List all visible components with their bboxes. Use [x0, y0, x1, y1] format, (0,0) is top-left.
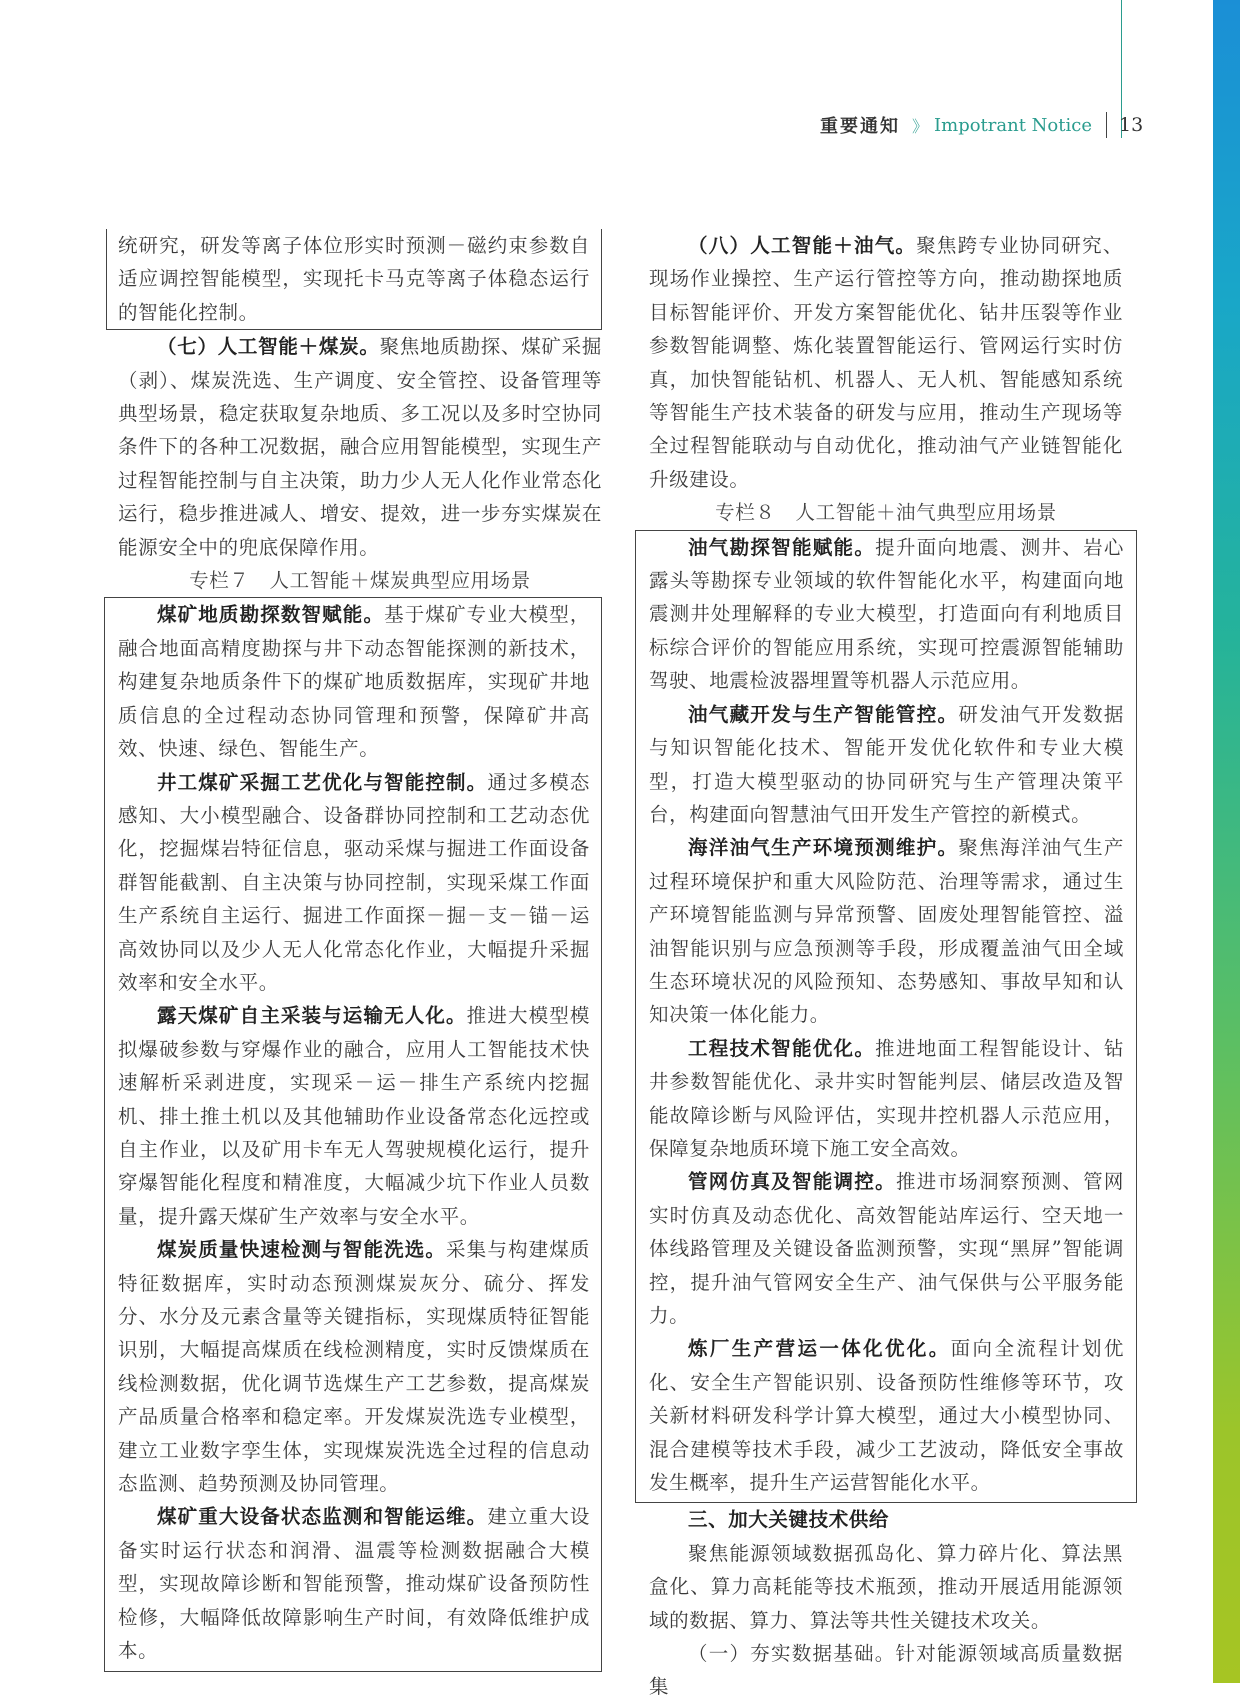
side-gradient-strip: [1213, 0, 1240, 1683]
col7-item-text: 基于煤矿专业大模型，融合地面高精度勘探与井下动态智能探测的新技术，构建复杂地质条件下的煤矿地质数据库，实现矿井地质信息的全过程动态协同管理和预警，保障矿井高效、快速、绿色、智能生产。: [118, 603, 590, 761]
continued-box-text: 统研究，研发等离子体位形实时预测－磁约束参数自适应调控智能模型，实现托卡马克等离子体稳态运行的智能化控制。: [118, 234, 590, 324]
col7-item: [118, 598, 590, 765]
col7-item-heading: 露天煤矿自主采装与运输无人化。: [157, 1004, 467, 1028]
col7-item-heading: 煤炭质量快速检测与智能洗选。: [157, 1238, 447, 1262]
col7-item-text: 推进大模型模拟爆破参数与穿爆作业的融合，应用人工智能技术快速解析采剥进度，实现采－运－排生产系统内挖掘机、排土推土机以及其他辅助作业设备常态化远控或自主作业，以及矿用卡车无人驾驶规模化运行，提升穿爆智能化程度和精准度，大幅减少坑下作业人员数量，提升露天煤矿生产效率与安全水平。: [118, 1004, 590, 1228]
chevron-icon: 》: [912, 116, 929, 136]
col8-item: [649, 831, 1124, 1031]
section-3-heading: [649, 1503, 1123, 1536]
section-3-paragraph: 聚焦能源领域数据孤岛化、算力碎片化、算法黑盒化、算力高耗能等技术瓶颈，推动开展适用能源领域的数据、算力、算法等共性关键技术攻关。: [649, 1541, 1123, 1632]
col8-item: [649, 531, 1124, 698]
col7-item-heading: 煤矿重大设备状态监测和智能运维。: [157, 1505, 488, 1529]
col8-item: [649, 1032, 1124, 1166]
section-7-paragraph: [118, 330, 602, 564]
col7-item: [118, 999, 590, 1233]
page-header: [820, 110, 1150, 140]
section-3-1-paragraph: （一）夯实数据基础。针对能源领域高质量数据集: [649, 1642, 1123, 1699]
left-column: [118, 229, 602, 1672]
column-8-title: 专栏８ 人工智能＋油气典型应用场景: [715, 501, 1057, 525]
col8-item: [649, 1165, 1124, 1332]
column-7-title: 专栏７ 人工智能＋煤炭典型应用场景: [189, 569, 531, 593]
section-8-heading: （八）人工智能＋油气。: [688, 234, 917, 257]
col8-item-heading: 管网仿真及智能调控。: [688, 1170, 896, 1194]
col8-item: [649, 698, 1124, 832]
col8-item-text: 提升面向地震、测井、岩心露头等勘探专业领域的软件智能化水平，构建面向地震测井处理解释的专业大模型，打造面向有利地质目标综合评价的智能应用系统，实现可控震源智能辅助驾驶、地震检波器埋置等机器人示范应用。: [649, 535, 1124, 693]
col7-item-text: 采集与构建煤质特征数据库，实时动态预测煤炭灰分、硫分、挥发分、水分及元素含量等关键指标，实现煤质特征智能识别，大幅提高煤质在线检测精度，实时反馈煤质在线检测数据，优化调节选煤生产工艺参数，提高煤炭产品质量合格率和稳定率。开发煤炭洗选专业模型，建立工业数字孪生体，实现煤炭洗选全过程的信息动态监测、趋势预测及协同管理。: [118, 1238, 590, 1496]
col8-item-heading: 工程技术智能优化。: [688, 1036, 876, 1060]
header-divider: [1106, 112, 1107, 138]
col8-item-text: 面向全流程计划优化、安全生产智能识别、设备预防性维修等环节，攻关新材料研发科学计算大模型，通过大小模型协同、混合建模等技术手段，减少工艺波动，降低安全事故发生概率，提升生产运营智能化水平。: [649, 1337, 1124, 1495]
col8-item-heading: 海洋油气生产环境预测维护。: [688, 836, 959, 860]
col8-item-heading: 油气勘探智能赋能。: [688, 535, 876, 559]
section-8-paragraph: [649, 229, 1123, 496]
col8-item-heading: 油气藏开发与生产智能管控。: [688, 702, 959, 726]
section-8-text: 聚焦跨专业协同研究、现场作业操控、生产运行管控等方向，推动勘探地质目标智能评价、开发方案智能优化、钻井压裂等作业参数智能调整、炼化装置智能运行、管网运行实时仿真，加快智能钻机、机器人、无人机、智能感知系统等智能生产技术装备的研发与应用，推动生产现场等全过程智能联动与自动优化，推动油气产业链智能化升级建设。: [649, 234, 1123, 491]
col8-item-text: 聚焦海洋油气生产过程环境保护和重大风险防范、治理等需求，通过生产环境智能监测与异常预警、固废处理智能管控、溢油智能识别与应急预测等手段，形成覆盖油气田全域生态环境状况的风险预知、态势感知、事故早知和认知决策一体化能力。: [649, 836, 1124, 1027]
col7-item-text: 建立重大设备实时运行状态和润滑、温震等检测数据融合大模型，实现故障诊断和智能预警，推动煤矿设备预防性检修，大幅降低故障影响生产时间，有效降低维护成本。: [118, 1505, 590, 1663]
right-column: [649, 229, 1123, 1704]
column-7-box: [104, 597, 602, 1672]
section-7-text: 聚焦地质勘探、煤矿采掘（剥）、煤炭洗选、生产调度、安全管控、设备管理等典型场景，稳定获取复杂地质、多工况以及多时空协同条件下的各种工况数据，融合应用智能模型，实现生产过程智能控制与自主决策，助力少人无人化作业常态化运行，稳步推进减人、增安、提效，进一步夯实煤炭在能源安全中的兜底保障作用。: [118, 335, 602, 559]
column-8-box: [635, 530, 1137, 1504]
section-3-heading-text: 三、加大关键技术供给: [688, 1508, 890, 1532]
section-7-heading: （七）人工智能＋煤炭。: [157, 335, 380, 359]
section-title-en: Impotrant Notice: [934, 114, 1092, 136]
col7-item: [118, 1500, 590, 1667]
col7-item-text: 通过多模态感知、大小模型融合、设备群协同控制和工艺动态优化，挖掘煤岩特征信息，驱动采煤与掘进工作面设备群智能截割、自主决策与协同控制，实现采煤工作面生产系统自主运行、掘进工作面探－掘－支－锚－运高效协同以及少人无人化常态化作业，大幅提升采掘效率和安全水平。: [118, 770, 590, 994]
col7-item-heading: 井工煤矿采掘工艺优化与智能控制。: [157, 770, 488, 794]
col7-item-heading: 煤矿地质勘探数智赋能。: [157, 603, 385, 627]
page-number: 13: [1118, 114, 1144, 136]
section-title-zh: 重要通知: [820, 116, 900, 137]
col8-item-text: 推进地面工程智能设计、钻井参数智能优化、录井实时智能判层、储层改造及智能故障诊断与风险评估，实现井控机器人示范应用，保障复杂地质环境下施工安全高效。: [649, 1036, 1124, 1160]
col8-item: [649, 1332, 1124, 1499]
col7-item: [118, 766, 590, 1000]
col8-item-heading: 炼厂生产营运一体化优化。: [688, 1337, 951, 1361]
col8-item-text: 研发油气开发数据与知识智能化技术、智能开发优化软件和专业大模型，打造大模型驱动的协同研究与生产管理决策平台，构建面向智慧油气田开发生产管控的新模式。: [649, 702, 1124, 826]
col8-item-text: 推进市场洞察预测、管网实时仿真及动态优化、高效智能站库运行、空天地一体线路管理及关键设备监测预警，实现“黑屏”智能调控，提升油气管网安全生产、油气保供与公平服务能力。: [649, 1170, 1124, 1327]
col7-item: [118, 1233, 590, 1500]
continued-box: [106, 229, 602, 330]
